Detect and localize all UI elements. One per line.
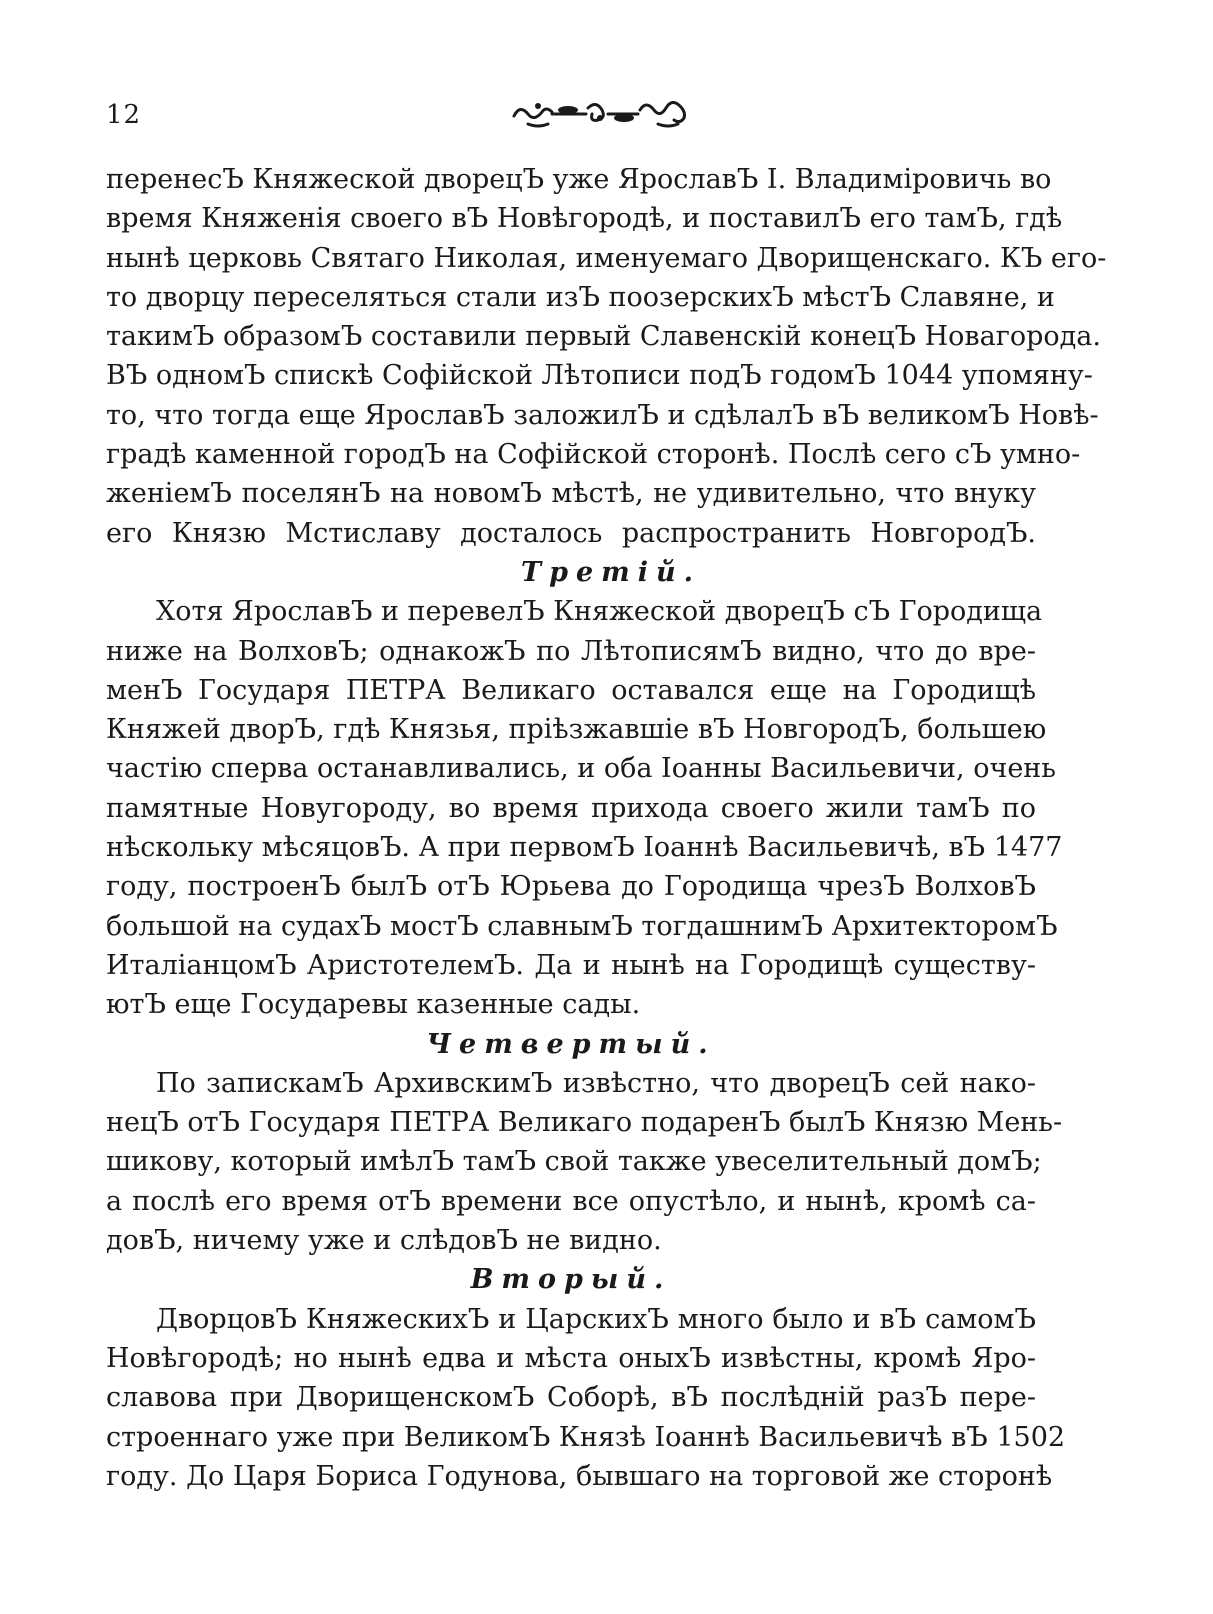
- section-heading-fourth: Четвертый.: [426, 1028, 716, 1060]
- text-line: то, что тогда еще ЯрославЪ заложилЪ и сдѣлалЪ вЪ великомЪ Новѣ-: [106, 399, 1099, 431]
- text-line: его Князю Мстиславу досталось распространить НовгородЪ.: [106, 517, 1036, 549]
- section-heading-third: Третiй.: [520, 556, 701, 588]
- text-line: ВЪ одномЪ спискѣ Софiйской Лѣтописи подЪ годомЪ 1044 упомяну-: [106, 360, 1093, 392]
- text-line: женiемЪ поселянЪ на новомЪ мѣстѣ, не удивительно, что внуку: [106, 478, 1036, 510]
- text-line: году, построенЪ былЪ отЪ Юрьева до Городища чрезЪ ВолховЪ: [106, 871, 1036, 903]
- text-line: нецЪ отЪ Государя ПЕТРА Великаго подаренЪ былЪ Князю Мень-: [106, 1107, 1063, 1139]
- text-line: а послѣ его время отЪ времени все опустѣло, и нынѣ, кромѣ са-: [106, 1185, 1036, 1217]
- printer-flourish-ornament: [508, 96, 696, 132]
- page-number: 12: [106, 100, 142, 130]
- text-line: то дворцу переселяться стали изЪ поозерскихЪ мѣстЪ Славяне, и: [106, 281, 1055, 313]
- text-line: время Княженiя своего вЪ Новѣгородѣ, и поставилЪ его тамЪ, гдѣ: [106, 203, 1063, 235]
- text-line: частiю сперва останавливались, и оба Iоанны Васильевичи, очень: [106, 753, 1056, 785]
- text-line: ютЪ еще Государевы казенные сады.: [106, 989, 641, 1021]
- text-line: такимЪ образомЪ составили первый Славенскiй конецЪ Новагорода.: [106, 321, 1101, 353]
- page-body: [106, 160, 1107, 1496]
- text-line: перенесЪ Княжеской дворецЪ уже ЯрославЪ I. Владимiровичь во: [106, 164, 1052, 195]
- text-line: По запискамЪ АрхивскимЪ извѣстно, что дворецЪ сей нако-: [156, 1067, 1036, 1099]
- text-line: славова при ДворищенскомЪ Соборѣ, вЪ послѣднiй разЪ пере-: [106, 1382, 1036, 1414]
- text-line: ИталiанцомЪ АристотелемЪ. Да и нынѣ на Городищѣ существу-: [106, 949, 1036, 981]
- text-line: нѣскольку мѣсяцовЪ. А при первомЪ Iоаннѣ Васильевичѣ, вЪ 1477: [106, 832, 1063, 864]
- text-line: ДворцовЪ КняжескихЪ и ЦарскихЪ много было и вЪ самомЪ: [156, 1303, 1036, 1335]
- text-line: строеннаго уже при ВеликомЪ Князѣ Iоаннѣ Васильевичѣ вЪ 1502: [106, 1421, 1066, 1453]
- text-line: шикову, который имѣлЪ тамЪ свой также увеселительный домЪ;: [106, 1146, 1042, 1178]
- text-line: градѣ каменной городЪ на Софiйской сторонѣ. Послѣ сего сЪ умно-: [106, 439, 1081, 471]
- section-heading-second: Вторый.: [470, 1264, 672, 1296]
- text-line: менЪ Государя ПЕТРА Великаго оставался еще на Городищѣ: [106, 674, 1036, 706]
- text-line: памятные Новугороду, во время прихода своего жили тамЪ по: [106, 792, 1036, 824]
- text-line: Княжей дворЪ, гдѣ Князья, прiѣзжавшiе вЪ НовгородЪ, большею: [106, 714, 1047, 746]
- text-line: довЪ, ничему уже и слѣдовЪ не видно.: [106, 1225, 662, 1257]
- text-line: году. До Царя Бориса Годунова, бывшаго на торговой же сторонѣ: [106, 1460, 1053, 1492]
- text-line: ниже на ВолховЪ; однакожЪ по ЛѣтописямЪ видно, что до вре-: [106, 635, 1036, 667]
- text-line: большой на судахЪ мостЪ славнымЪ тогдашнимЪ АрхитекторомЪ: [106, 910, 1058, 942]
- text-line: Хотя ЯрославЪ и перевелЪ Княжеской дворецЪ сЪ Городища: [156, 596, 1043, 628]
- text-line: Новѣгородѣ; но нынѣ едва и мѣста оныхЪ извѣстны, кромѣ Яро-: [106, 1342, 1036, 1374]
- text-line: нынѣ церковь Святаго Николая, именуемаго Дворищенскаго. КЪ его-: [106, 242, 1107, 274]
